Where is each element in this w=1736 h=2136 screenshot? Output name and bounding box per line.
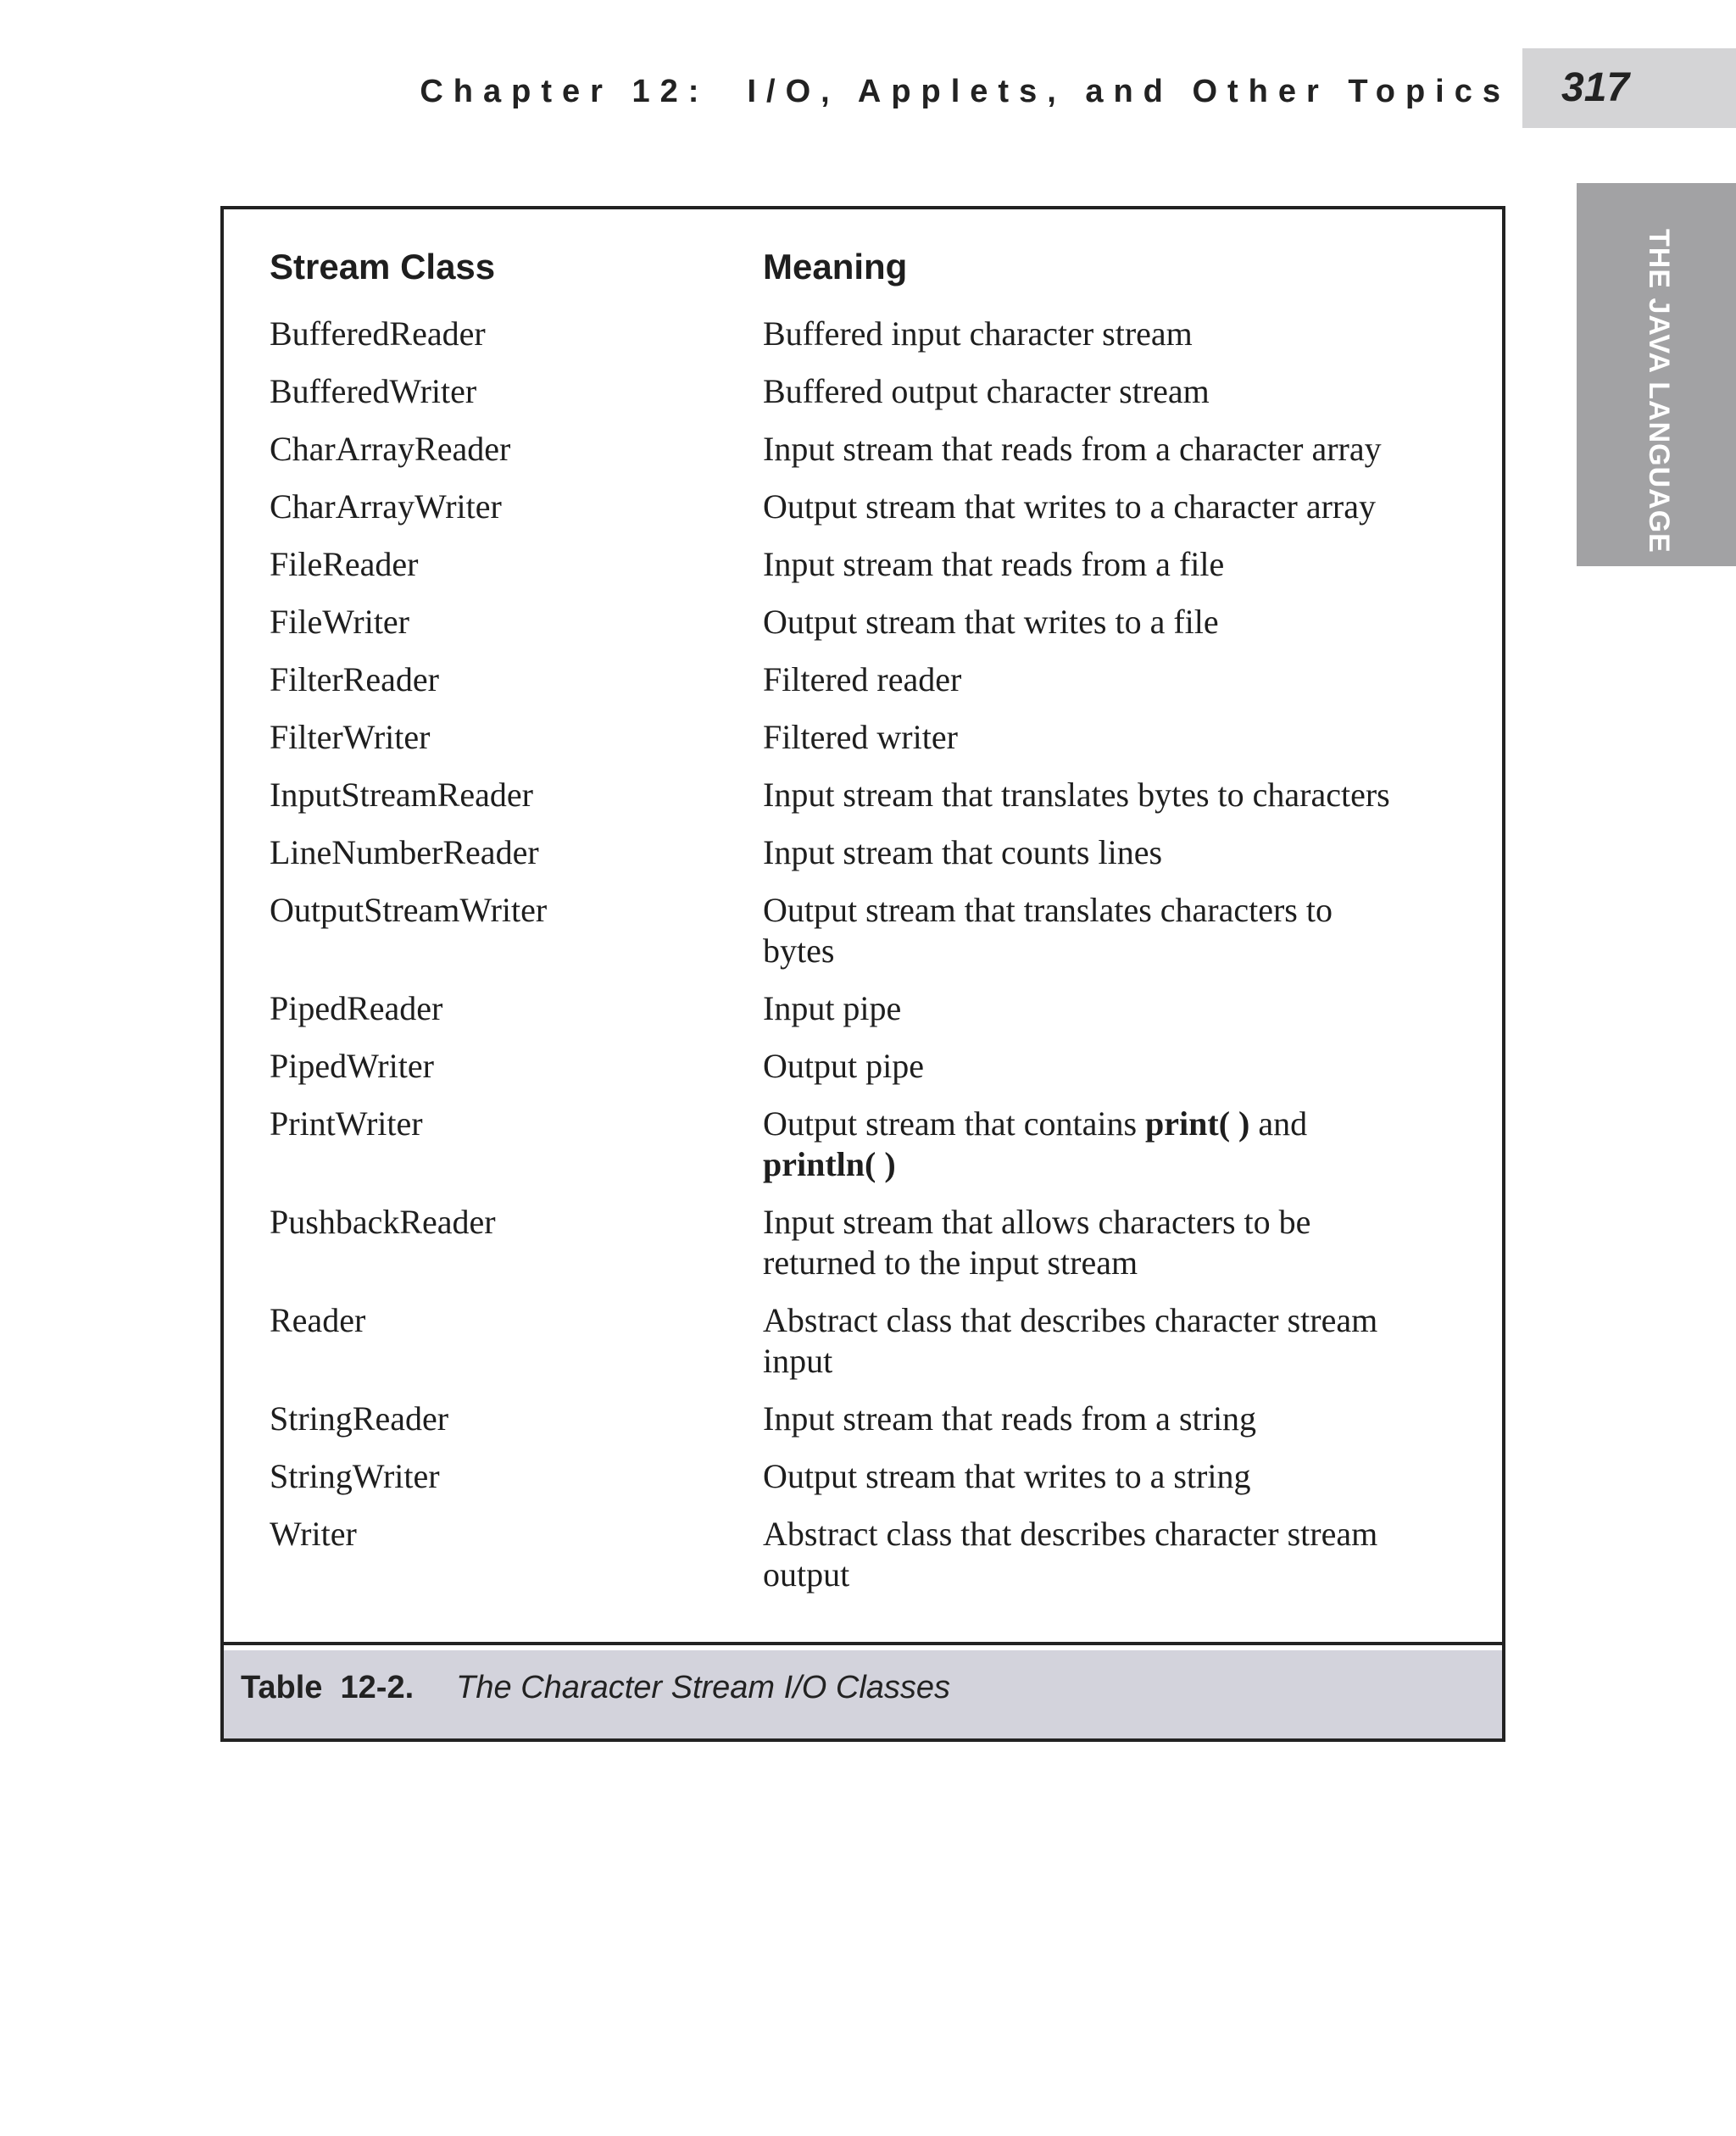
table-row bbox=[270, 1104, 1490, 1185]
table-row bbox=[270, 1300, 1490, 1382]
meaning-cell: Abstract class that describes character stream output bbox=[763, 1515, 1378, 1594]
stream-class-cell: Writer bbox=[270, 1515, 357, 1553]
stream-class-cell: PipedWriter bbox=[270, 1047, 434, 1085]
meaning-cell: Input stream that translates bytes to characters bbox=[763, 776, 1390, 814]
table-row bbox=[270, 314, 1490, 354]
meaning-cell: Filtered writer bbox=[763, 718, 958, 756]
column-header-meaning: Meaning bbox=[763, 247, 908, 286]
table-row bbox=[270, 832, 1490, 873]
meaning-cell: Output pipe bbox=[763, 1047, 924, 1085]
stream-class-cell: LineNumberReader bbox=[270, 833, 539, 871]
meaning-cell: Output stream that writes to a string bbox=[763, 1457, 1251, 1495]
meaning-text: Output stream that contains bbox=[763, 1104, 1146, 1143]
stream-class-cell: BufferedReader bbox=[270, 314, 486, 353]
table-row bbox=[270, 1399, 1490, 1439]
meaning-cell: Input stream that counts lines bbox=[763, 833, 1163, 871]
meaning-cell: Buffered output character stream bbox=[763, 372, 1210, 410]
table-row bbox=[270, 602, 1490, 642]
table-row bbox=[270, 717, 1490, 758]
meaning-cell: Input stream that allows characters to be returned to the input stream bbox=[763, 1203, 1311, 1282]
stream-class-cell: StringReader bbox=[270, 1399, 449, 1438]
meaning-cell: Output stream that writes to a file bbox=[763, 603, 1219, 641]
table-row bbox=[270, 775, 1490, 815]
stream-class-cell: CharArrayReader bbox=[270, 430, 511, 468]
table-row bbox=[270, 1202, 1490, 1283]
meaning-cell: Input stream that reads from a character array bbox=[763, 430, 1382, 468]
table-row bbox=[270, 659, 1490, 700]
table-caption-bar bbox=[224, 1650, 1502, 1738]
column-header-stream-class: Stream Class bbox=[270, 247, 496, 286]
stream-class-cell: FilterWriter bbox=[270, 718, 431, 756]
table-row bbox=[270, 544, 1490, 585]
table-row bbox=[270, 1046, 1490, 1087]
meaning-cell: Output stream that writes to a character array bbox=[763, 487, 1377, 526]
method-name-print: print( ) bbox=[1145, 1104, 1250, 1143]
table-row bbox=[270, 1514, 1490, 1595]
meaning-cell: Input pipe bbox=[763, 989, 902, 1027]
stream-class-cell: PrintWriter bbox=[270, 1104, 423, 1143]
running-head: Chapter 12: I/O, Applets, and Other Topics bbox=[420, 74, 1511, 109]
meaning-cell: Output stream that translates characters to bytes bbox=[763, 891, 1333, 970]
table-row bbox=[270, 371, 1490, 412]
table-caption-title: The Character Stream I/O Classes bbox=[456, 1670, 951, 1705]
side-tab-label: THE JAVA LANGUAGE bbox=[1643, 229, 1675, 553]
table-row bbox=[270, 890, 1490, 971]
meaning-cell: Input stream that reads from a file bbox=[763, 545, 1225, 583]
stream-class-cell: CharArrayWriter bbox=[270, 487, 502, 526]
table-row bbox=[270, 1456, 1490, 1497]
stream-class-cell: FileWriter bbox=[270, 603, 409, 641]
stream-class-cell: InputStreamReader bbox=[270, 776, 533, 814]
meaning-cell: Input stream that reads from a string bbox=[763, 1399, 1257, 1438]
meaning-cell: Buffered input character stream bbox=[763, 314, 1193, 353]
meaning-cell: Abstract class that describes character stream input bbox=[763, 1301, 1378, 1380]
stream-class-cell: PipedReader bbox=[270, 989, 443, 1027]
table-caption bbox=[241, 1667, 950, 1708]
method-name-println: println( ) bbox=[763, 1145, 896, 1183]
table-rows bbox=[270, 314, 1490, 1612]
meaning-cell bbox=[763, 1104, 1390, 1185]
stream-class-cell: FileReader bbox=[270, 545, 419, 583]
stream-class-cell: BufferedWriter bbox=[270, 372, 477, 410]
table-caption-label: Table 12-2. bbox=[241, 1670, 415, 1705]
stream-class-cell: OutputStreamWriter bbox=[270, 891, 548, 929]
table-row bbox=[270, 429, 1490, 470]
stream-class-cell: Reader bbox=[270, 1301, 366, 1339]
meaning-cell: Filtered reader bbox=[763, 660, 962, 698]
table-row bbox=[270, 487, 1490, 527]
stream-class-cell: StringWriter bbox=[270, 1457, 440, 1495]
stream-class-cell: FilterReader bbox=[270, 660, 439, 698]
stream-class-cell: PushbackReader bbox=[270, 1203, 496, 1241]
meaning-text: and bbox=[1249, 1104, 1308, 1143]
table-row bbox=[270, 988, 1490, 1029]
page-number: 317 bbox=[1561, 65, 1630, 110]
